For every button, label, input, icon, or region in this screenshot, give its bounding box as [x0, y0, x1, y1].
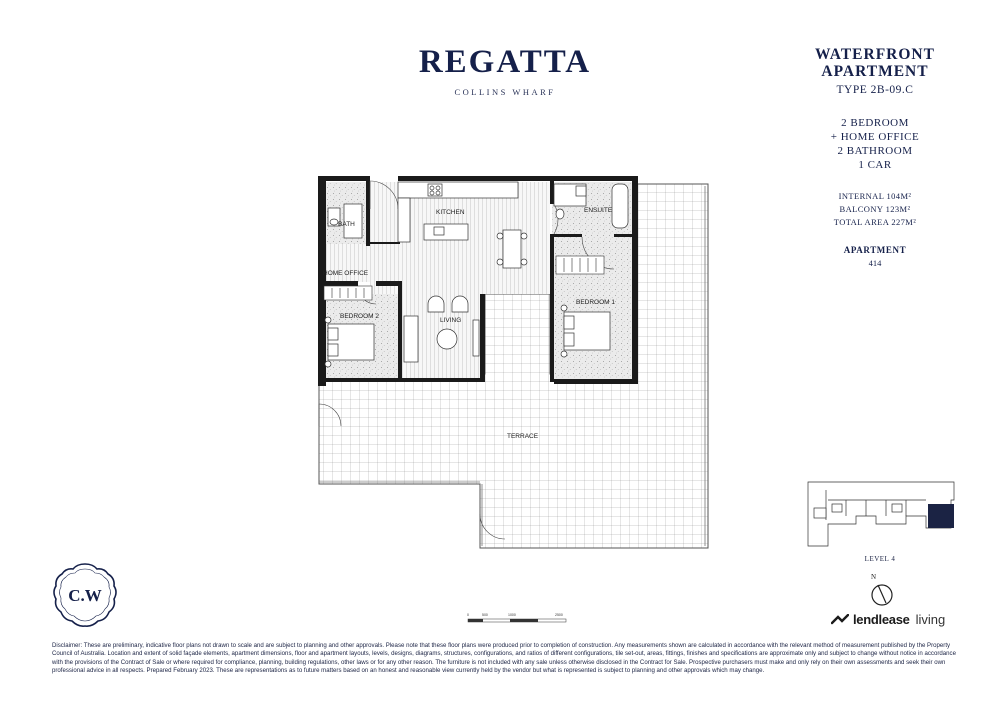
spec-bathrooms: 2 BATHROOM	[837, 145, 913, 157]
label-living: LIVING	[440, 317, 462, 324]
floor-plan	[314, 174, 714, 552]
apartment-info	[800, 46, 950, 268]
living-wordmark: living	[915, 612, 946, 627]
scale-bar	[466, 612, 572, 626]
brand-subtitle: COLLINS WHARF	[454, 87, 556, 97]
apartment-type-code: TYPE 2B-09.C	[836, 84, 914, 96]
brand-title: REGATTA	[418, 44, 592, 80]
lendlease-mark-icon	[831, 614, 849, 626]
scale-label-500: 500	[482, 613, 488, 617]
disclaimer-text: Disclaimer: These are preliminary, indicative floor plans not drawn to scale and are subject to planning and other approvals. Please note that these floor plans were produced prior to completion of construction. Any measurements shown are calculated in accordance with the relevant method of measurement published by the Property Council of Australia. Location and extent of solid façade elements, apartment dimensions, floor and apartment layouts, levels, designs, diagrams, structures, configurations, and ratios of different configurations, tile set-out, areas, fittings, finishes and specifications are approximate only and subject to change without notice in accordance with the provisions of the Contract of Sale or where required for compliance, planning, building regulations, other laws or for any other reason. The furniture is not included with any sale unless otherwise disclosed in the Contract for Sale. Prospective purchasers must make and only rely on their own assessments and seek their own professional advice in all respects. Prepared February 2023. These are representations as to future matters based on an honest and reasonable view currently held by the vendor but what is represented is subject to planning and other approvals which may change.	[52, 642, 956, 675]
spec-home-office: + HOME OFFICE	[830, 131, 920, 143]
label-ensuite: ENSUITE	[584, 207, 613, 214]
label-bath: BATH	[338, 221, 355, 228]
lendlease-wordmark: lendlease	[853, 612, 910, 627]
scale-label-1000: 1000	[508, 613, 516, 617]
area-balcony: BALCONY 123M²	[839, 204, 911, 214]
scale-label-0: 0	[467, 613, 469, 617]
scale-label-2500: 2500	[555, 613, 563, 617]
apartment-number: 414	[868, 258, 882, 268]
key-plan	[806, 480, 956, 548]
apartment-areas	[800, 190, 950, 229]
cw-monogram: C.W	[68, 586, 102, 605]
label-terrace: TERRACE	[507, 433, 539, 440]
apartment-type-line-2: APARTMENT	[821, 63, 929, 80]
level-label: LEVEL 4	[864, 555, 896, 563]
apartment-specs	[800, 116, 950, 172]
apartment-type-line-1: WATERFRONT	[815, 46, 935, 63]
label-bedroom-1: BEDROOM 1	[576, 299, 616, 306]
north-label: N	[871, 573, 877, 581]
label-bedroom-2: BEDROOM 2	[340, 313, 380, 320]
key-plan-highlight	[928, 504, 954, 528]
lendlease-living-logo	[831, 612, 945, 627]
spec-bedrooms: 2 BEDROOM	[841, 117, 909, 129]
north-compass	[868, 571, 900, 609]
area-total: TOTAL AREA 227M²	[833, 217, 917, 227]
spec-car: 1 CAR	[858, 159, 892, 171]
label-home-office: HOME OFFICE	[323, 270, 369, 277]
apartment-label: APARTMENT	[843, 245, 907, 255]
area-internal: INTERNAL 104M²	[838, 191, 912, 201]
brand-header	[390, 44, 620, 97]
cw-badge-logo	[50, 561, 120, 629]
label-kitchen: KITCHEN	[436, 209, 465, 216]
